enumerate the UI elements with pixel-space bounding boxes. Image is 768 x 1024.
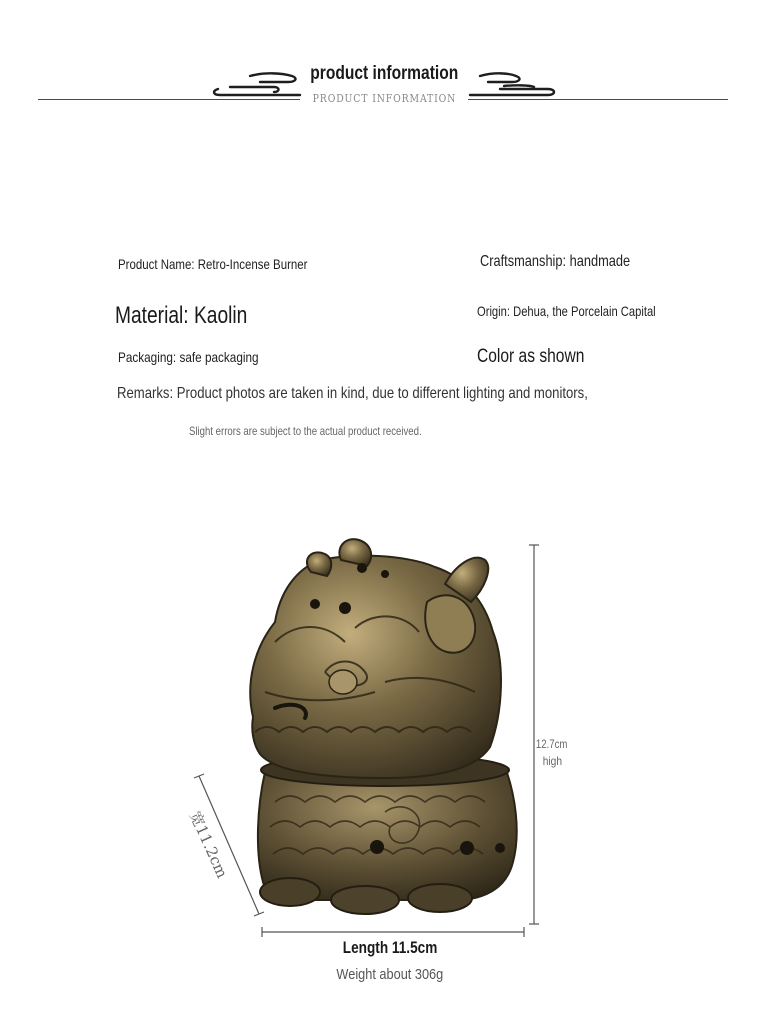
spec-material: Material: Kaolin xyxy=(115,302,248,329)
section-title: product information xyxy=(309,63,458,84)
weight-label: Weight about 306g xyxy=(336,966,444,983)
spec-product-name: Product Name: Retro-Incense Burner xyxy=(118,256,308,272)
length-dimension-label: Length 11.5cm xyxy=(342,938,438,957)
spec-remarks: Remarks: Product photos are taken in kind, due to different lighting and monitors, xyxy=(117,385,588,402)
spec-color: Color as shown xyxy=(477,346,585,367)
width-dimension-label: 宽11.2cm xyxy=(185,808,232,881)
spec-remarks-note: Slight errors are subject to the actual product received. xyxy=(189,424,422,438)
spec-origin: Origin: Dehua, the Porcelain Capital xyxy=(477,303,656,319)
spec-packaging: Packaging: safe packaging xyxy=(118,349,259,365)
section-subtitle: PRODUCT INFORMATION xyxy=(312,92,456,105)
spec-craftsmanship: Craftsmanship: handmade xyxy=(480,253,631,270)
height-dimension-label: 12.7cm high xyxy=(536,737,568,768)
